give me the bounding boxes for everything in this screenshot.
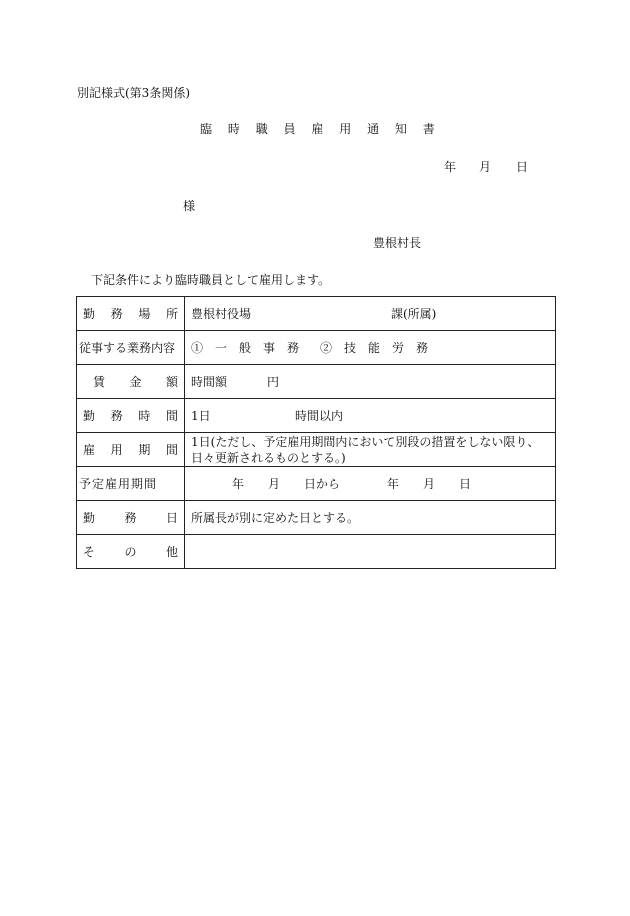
workplace-section: 課(所属) xyxy=(391,306,437,321)
row-label xyxy=(77,467,185,501)
table-row xyxy=(77,433,556,467)
label-char: 勤 xyxy=(83,510,96,525)
label-char: 勤 xyxy=(83,306,96,321)
title-char: 知 xyxy=(394,122,407,136)
label-char: 他 xyxy=(165,544,178,559)
duty-option-technical: ② 技 能 労 務 xyxy=(320,340,429,355)
hours-value xyxy=(185,399,556,433)
end-month: 月 xyxy=(423,476,436,491)
label-char: そ xyxy=(83,544,96,559)
label-char: 務 xyxy=(110,408,123,423)
label-char: 所 xyxy=(165,306,178,321)
row-label xyxy=(77,501,185,535)
row-label xyxy=(77,297,185,331)
table-row xyxy=(77,399,556,433)
title-char: 時 xyxy=(227,122,240,136)
label-char: 勤 xyxy=(83,408,96,423)
row-label xyxy=(77,399,185,433)
label-char: 間 xyxy=(165,408,178,423)
date-day: 日 xyxy=(516,160,529,174)
label-char: 務 xyxy=(110,306,123,321)
table-row xyxy=(77,501,556,535)
label-char: 務 xyxy=(124,510,137,525)
title-char: 職 xyxy=(255,122,268,136)
label-char: 時 xyxy=(138,408,151,423)
row-label xyxy=(77,535,185,569)
label-char: 予定雇用期間 xyxy=(79,476,158,491)
label-char: 場 xyxy=(138,306,151,321)
other-value xyxy=(185,535,556,569)
end-year: 年 xyxy=(387,476,400,491)
title-char: 雇 xyxy=(311,122,324,136)
table-row xyxy=(77,365,556,399)
wage-value xyxy=(185,365,556,399)
label-char: 日 xyxy=(165,510,178,525)
label-char: の xyxy=(124,544,137,559)
table-row xyxy=(77,331,556,365)
period-text-line2: 日々更新されるものとする。) xyxy=(191,450,346,465)
title-char: 用 xyxy=(339,122,352,136)
employment-conditions-table xyxy=(76,296,556,569)
issuer-name: 豊根村長 xyxy=(373,236,422,250)
start-year: 年 xyxy=(232,476,245,491)
form-reference: 別記様式(第3条関係) xyxy=(77,86,190,100)
label-char: 金 xyxy=(129,374,142,389)
document-title xyxy=(200,122,435,136)
label-char: 従事する業務内容 xyxy=(79,340,176,355)
workplace-office: 豊根村役場 xyxy=(191,306,252,321)
title-char: 臨 xyxy=(200,122,213,136)
table-row xyxy=(77,467,556,501)
date-year: 年 xyxy=(444,160,457,174)
row-label xyxy=(77,433,185,467)
table-row xyxy=(77,297,556,331)
label-char: 用 xyxy=(110,442,123,457)
row-label xyxy=(77,365,185,399)
wage-unit: 円 xyxy=(267,374,280,389)
duties-value xyxy=(185,331,556,365)
label-char: 間 xyxy=(165,442,178,457)
row-label xyxy=(77,331,185,365)
label-char: 賃 xyxy=(93,374,106,389)
period-text-line1: 1日(ただし、予定雇用期間内において別段の措置をしない限り、 xyxy=(191,434,540,449)
title-char: 通 xyxy=(367,122,380,136)
wage-hourly-label: 時間額 xyxy=(191,374,228,389)
title-char: 書 xyxy=(422,122,435,136)
hours-per-day: 1日 xyxy=(191,408,211,423)
hours-limit: 時間以内 xyxy=(295,408,344,423)
end-day: 日 xyxy=(459,476,472,491)
addressee-suffix: 様 xyxy=(183,199,196,213)
label-char: 期 xyxy=(138,442,151,457)
date-month: 月 xyxy=(479,160,492,174)
start-day: 日から xyxy=(304,476,341,491)
period-value xyxy=(185,433,556,467)
workplace-value xyxy=(185,297,556,331)
label-char: 雇 xyxy=(83,442,96,457)
label-char: 額 xyxy=(165,374,178,389)
start-month: 月 xyxy=(268,476,281,491)
intro-text: 下記条件により臨時職員として雇用します。 xyxy=(91,273,331,287)
workdays-text: 所属長が別に定めた日とする。 xyxy=(191,510,360,525)
table-row xyxy=(77,535,556,569)
planned-period-value xyxy=(185,467,556,501)
duty-option-general: ① 一 般 事 務 xyxy=(191,340,300,355)
workdays-value xyxy=(185,501,556,535)
title-char: 員 xyxy=(283,122,296,136)
